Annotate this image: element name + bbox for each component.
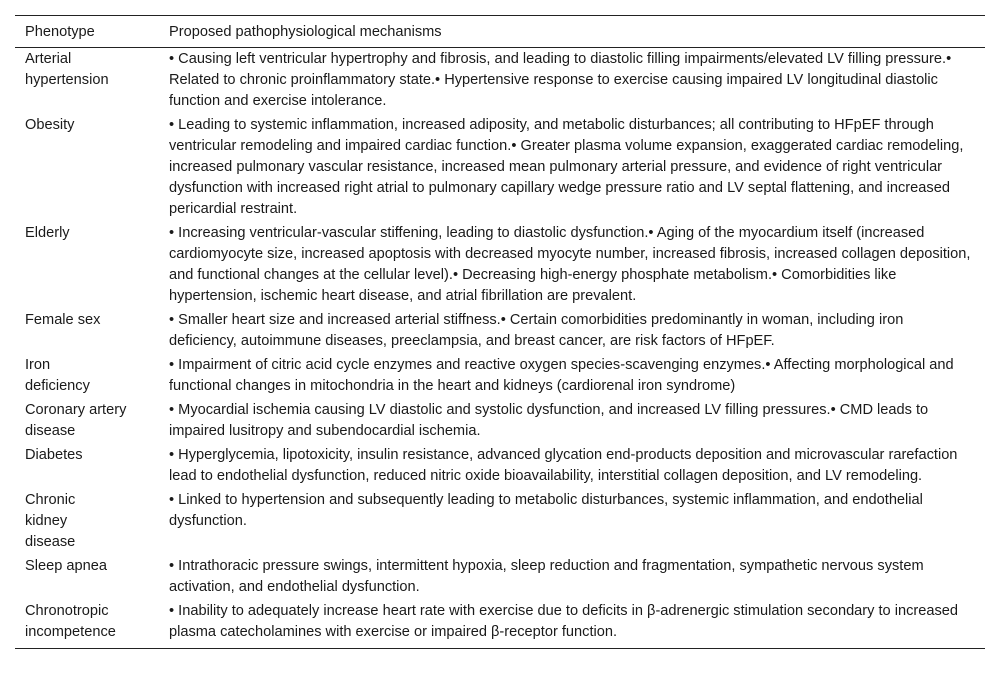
- mechanisms-cell: • Causing left ventricular hypertrophy and fibrosis, and leading to diastolic filling impairments/elevated LV filling pressure.• Related to chronic proinflammatory state.• Hypertensive response to exercise causing impaired LV longitudinal diastolic function and exercise intolerance.: [169, 51, 952, 109]
- phenotype-cell: Obesity: [25, 117, 75, 133]
- phenotype-mechanisms-table-container: [15, 15, 985, 649]
- mechanisms-cell: • Myocardial ischemia causing LV diastolic and systolic dysfunction, and increased LV filling pressures.• CMD leads to impaired lusitropy and subendocardial ischemia.: [169, 402, 929, 439]
- table-row: [15, 309, 985, 354]
- mechanisms-cell: • Impairment of citric acid cycle enzymes and reactive oxygen species-scavenging enzymes.• Affecting morphological and functional changes in mitochondria in the heart and kidneys (cardiorenal iron syndrome): [169, 357, 954, 394]
- phenotype-cell: Diabetes: [25, 447, 83, 463]
- mechanisms-cell: • Linked to hypertension and subsequently leading to metabolic disturbances, systemic inflammation, and endothelial dysfunction.: [169, 492, 923, 529]
- mechanisms-cell: • Hyperglycemia, lipotoxicity, insulin resistance, advanced glycation end-products deposition and microvascular rarefaction lead to endothelial dysfunction, reduced nitric oxide bioavailability, interstitial collagen deposition, and LV remodeling.: [169, 447, 958, 484]
- phenotype-cell: Arterial hypertension: [25, 51, 109, 88]
- table-row: [15, 444, 985, 489]
- table-row: [15, 489, 985, 555]
- phenotype-cell: Coronary artery disease: [25, 402, 127, 439]
- mechanisms-cell: • Leading to systemic inflammation, increased adiposity, and metabolic disturbances; all contributing to HFpEF through ventricular remodeling and impaired cardiac function.• Greater plasma volume expansion, exaggerated cardiac remodeling, increased pulmonary vascular resistance, increased mean pulmonary arterial pressure, and evidence of right ventricular dysfunction with increased right atrial to pulmonary capillary wedge pressure ratio and LV septal flattening, and increased pericardial restraint.: [169, 117, 964, 217]
- column-header-phenotype: Phenotype: [15, 16, 159, 48]
- table-row: [15, 600, 985, 649]
- phenotype-cell: Elderly: [25, 225, 70, 241]
- table-row: [15, 555, 985, 600]
- phenotype-cell: Chronotropic incompetence: [15, 600, 159, 649]
- table-row: [15, 222, 985, 309]
- table-row: [15, 399, 985, 444]
- table-row: [15, 114, 985, 222]
- table-header: [15, 16, 985, 48]
- mechanisms-cell: • Inability to adequately increase heart rate with exercise due to deficits in β-adrenergic stimulation secondary to increased plasma catecholamines with exercise or impaired β-receptor function.: [159, 600, 985, 649]
- mechanisms-cell: • Intrathoracic pressure swings, intermittent hypoxia, sleep reduction and fragmentation, sympathetic nervous system activation, and endothelial dysfunction.: [169, 558, 924, 595]
- table-row: [15, 48, 985, 115]
- mechanisms-cell: • Increasing ventricular-vascular stiffening, leading to diastolic dysfunction.• Aging of the myocardium itself (increased cardiomyocyte size, increased apoptosis with decreased myocyte number, increased fibrosis, increased collagen deposition, and functional changes at the cellular level).• Decreasing high-energy phosphate metabolism.• Comorbidities like hypertension, ischemic heart disease, and atrial fibrillation are prevalent.: [169, 225, 971, 304]
- phenotype-cell: Female sex: [25, 312, 101, 328]
- header-row: [15, 16, 985, 48]
- table-row: [15, 354, 985, 399]
- phenotype-cell: Chronic kidney disease: [25, 492, 76, 550]
- column-header-mechanisms: Proposed pathophysiological mechanisms: [159, 16, 985, 48]
- phenotype-cell: Sleep apnea: [25, 558, 107, 574]
- phenotype-mechanisms-table: [15, 15, 985, 649]
- mechanisms-cell: • Smaller heart size and increased arterial stiffness.• Certain comorbidities predominantly in woman, including iron deficiency, autoimmune diseases, preeclampsia, and breast cancer, are risk factors of HFpEF.: [169, 312, 904, 349]
- phenotype-cell: Iron deficiency: [25, 357, 90, 394]
- table-body: [15, 48, 985, 649]
